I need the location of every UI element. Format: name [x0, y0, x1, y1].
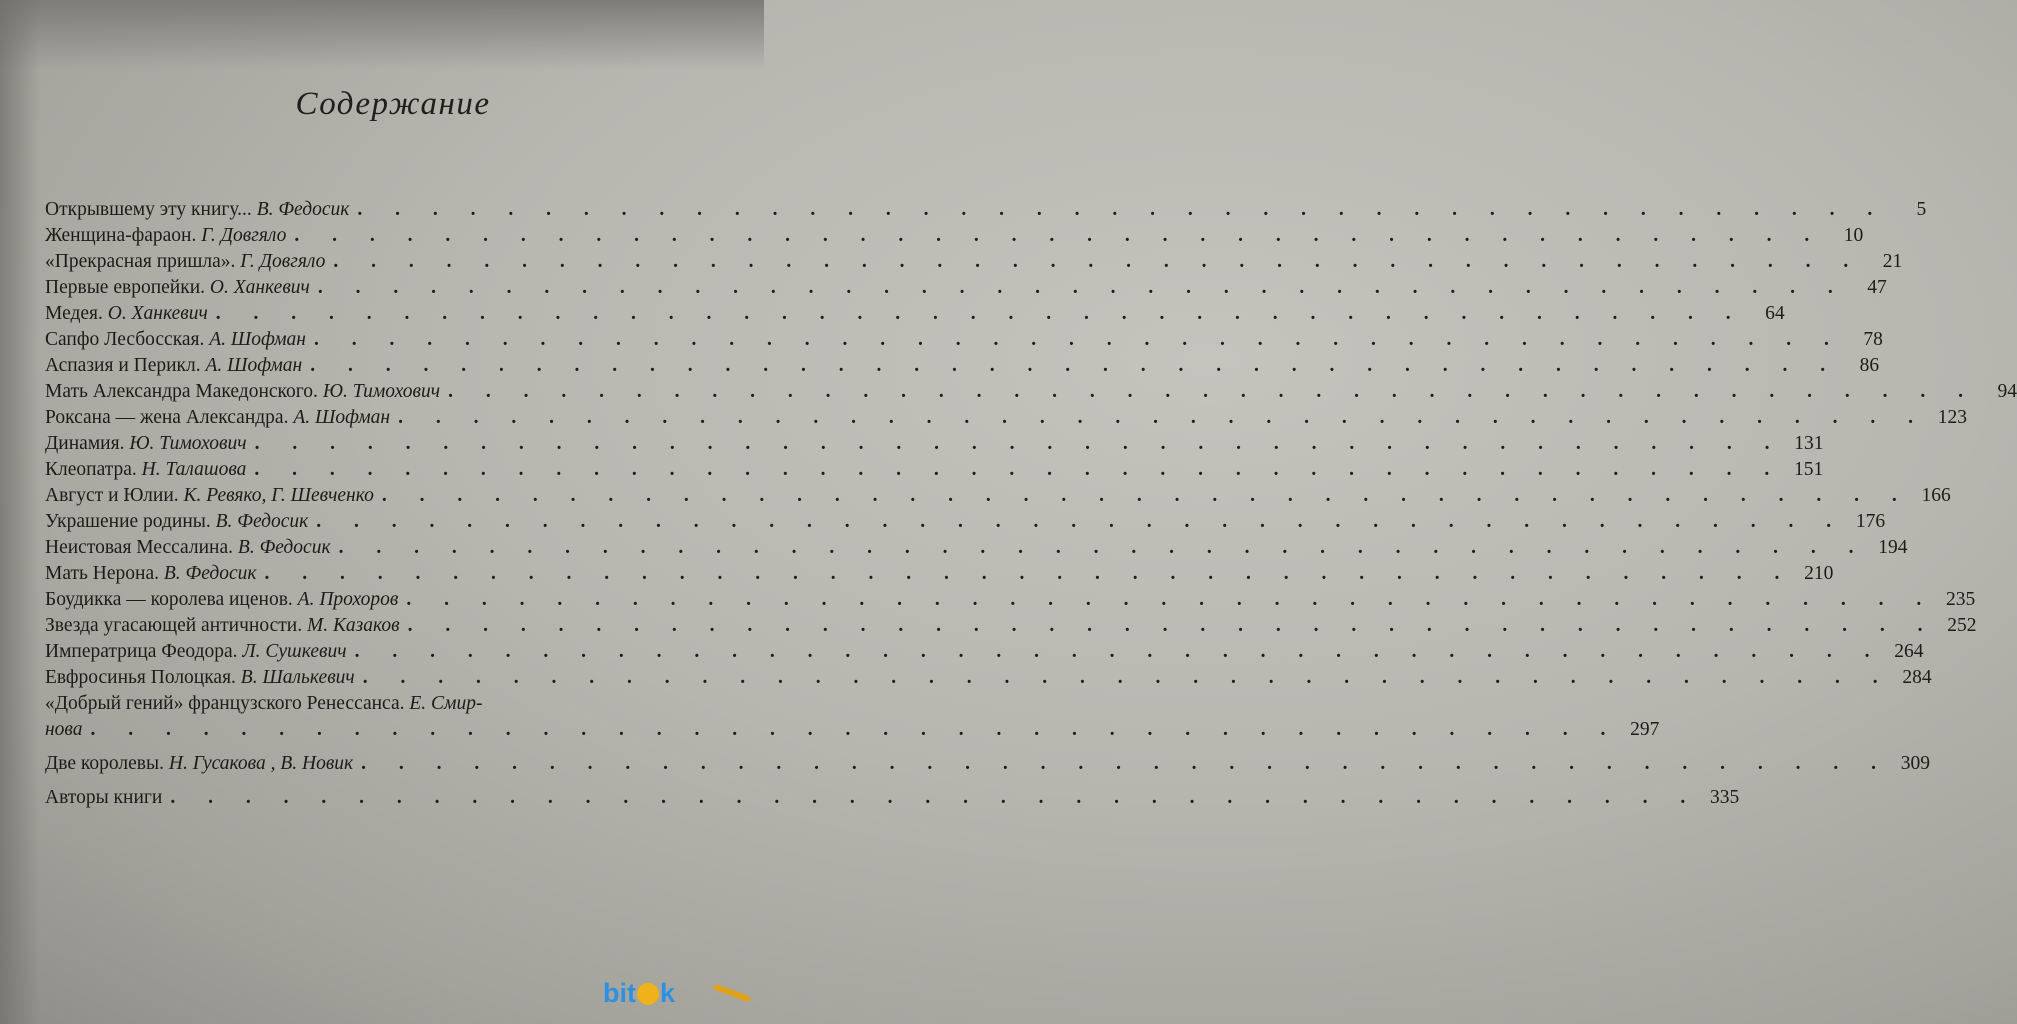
- toc-entry-author: А. Шофман: [209, 329, 306, 350]
- toc-entry-author: А. Шофман: [293, 407, 391, 428]
- dot-leader: . . . . . . . . . . . . . . . . . . . . . . . . . . . . . . . . . . . . . . . . .: [313, 329, 1843, 350]
- toc-entry-title: Медея.: [45, 303, 103, 324]
- toc-entry-title: Сапфо Лесбосская.: [45, 329, 205, 350]
- dot-leader: . . . . . . . . . . . . . . . . . . . . . . . . . . . . . . . . . . . . . . . . .: [407, 615, 1937, 636]
- toc-entry-page: 10: [1843, 225, 1864, 246]
- toc-entry-page: 64: [1765, 303, 1785, 324]
- page-title: Содержание: [295, 86, 491, 122]
- watermark-brand-tail: k: [660, 978, 676, 1008]
- toc-entry-title: Мать Александра Македонского.: [45, 381, 318, 402]
- toc-entry-text: [45, 639, 347, 665]
- toc-entry: [45, 301, 1785, 327]
- dot-leader: . . . . . . . . . . . . . . . . . . . . . . . . . . . . . . . . . . . . . . . . .: [354, 641, 1884, 662]
- table-of-contents: [45, 197, 2017, 811]
- toc-entry-page: 21: [1882, 251, 1903, 272]
- toc-entry-text: [45, 379, 440, 405]
- toc-entry-title: Авторы книги: [45, 787, 163, 808]
- toc-entry-text: [45, 587, 398, 613]
- dot-leader: . . . . . . . . . . . . . . . . . . . . . . . . . . . . . . . . . . . . . . . . .: [357, 199, 1887, 220]
- toc-entry: [45, 223, 1864, 249]
- dot-leader: . . . . . . . . . . . . . . . . . . . . . . . . . . . . . . . . . . . . . . . . .: [333, 251, 1863, 272]
- toc-entry: [45, 639, 1924, 665]
- toc-entry-page: 78: [1863, 329, 1883, 350]
- toc-entry-text: [45, 275, 310, 301]
- dot-leader: . . . . . . . . . . . . . . . . . . . . . . . . . . . . . . . . . . . . . . . . .: [90, 719, 1620, 740]
- toc-entry: [45, 535, 1908, 561]
- toc-entry-author: А. Шофман: [205, 355, 303, 376]
- toc-entry-author: В. Федосик: [237, 537, 331, 558]
- toc-entry-author: Ю. Тимохович: [322, 381, 441, 402]
- toc-entry-page: 176: [1855, 511, 1886, 532]
- toc-entry-line1: [45, 691, 747, 717]
- toc-entry: [45, 785, 1740, 811]
- toc-entry-author: В. Федосик: [256, 199, 350, 220]
- toc-entry-text: [45, 665, 355, 691]
- dot-leader: . . . . . . . . . . . . . . . . . . . . . . . . . . . . . . . . . . . . . . . . .: [294, 225, 1824, 246]
- toc-entry-title: Аспазия и Перикл.: [45, 355, 201, 376]
- toc-entry-author: Л. Сушкевич: [242, 641, 347, 662]
- dot-leader: . . . . . . . . . . . . . . . . . . . . . . . . . . . . . . . . . . . . . . . . .: [362, 667, 1892, 688]
- dot-leader: . . . . . . . . . . . . . . . . . . . . . . . . . . . . . . . . . . . . . . . . .: [338, 537, 1868, 558]
- toc-entry-text: [45, 483, 374, 509]
- toc-entry: [45, 561, 1834, 587]
- page-shadow-top: [0, 0, 764, 70]
- toc-entry-title: Неистовая Мессалина.: [45, 537, 234, 558]
- toc-entry-title: Роксана — жена Александра.: [45, 407, 289, 428]
- dot-leader: . . . . . . . . . . . . . . . . . . . . . . . . . . . . . . . . . . . . . . . . .: [170, 787, 1700, 808]
- dot-leader: . . . . . . . . . . . . . . . . . . . . . . . . . . . . . . . . . . . . . . . . .: [361, 753, 1891, 774]
- toc-entry-title: «Добрый гений» французского Ренессанса.: [45, 693, 405, 714]
- toc-entry-page: 264: [1894, 641, 1924, 662]
- watermark-brand: bit: [603, 978, 636, 1008]
- toc-entry-text: [45, 353, 302, 379]
- toc-entry-title: «Прекрасная пришла».: [45, 251, 236, 272]
- dot-leader: . . . . . . . . . . . . . . . . . . . . . . . . . . . . . . . . . . . . . . . . .: [381, 485, 1911, 506]
- toc-entry-title: Женщина-фараон.: [45, 225, 197, 246]
- toc-entry-author: К. Ревяко, Г. Шевченко: [183, 485, 374, 506]
- toc-entry-title: Императрица Феодора.: [45, 641, 238, 662]
- toc-entry: [45, 249, 1903, 275]
- toc-entry-author: Н. Талашова: [141, 459, 247, 480]
- toc-entry: [45, 483, 1951, 509]
- toc-entry-title: Звезда угасающей античности.: [45, 615, 303, 636]
- toc-entry-author: О. Ханкевич: [107, 303, 208, 324]
- coin-icon: [637, 983, 659, 1005]
- toc-entry-page: 235: [1946, 589, 1976, 610]
- dot-leader: . . . . . . . . . . . . . . . . . . . . . . . . . . . . . . . . . . . . . . . . .: [317, 277, 1847, 298]
- toc-entry-text: [45, 327, 306, 353]
- spacer: [45, 777, 747, 785]
- toc-entry-text: [45, 197, 349, 223]
- toc-entry-text: [45, 509, 308, 535]
- toc-entry-title: Боудикка — королева иценов.: [45, 589, 293, 610]
- toc-entry-line2: [45, 717, 1660, 743]
- toc-entry-author: В. Федосик: [215, 511, 309, 532]
- toc-entry: [45, 197, 1927, 223]
- toc-entry-page: 252: [1947, 615, 1977, 636]
- toc-entry: [45, 275, 1887, 301]
- toc-entry-author: Ю. Тимохович: [129, 433, 247, 454]
- toc-entry: [45, 665, 1932, 691]
- toc-entry-author: М. Казаков: [306, 615, 400, 636]
- toc-entry-author: Е. Смир-: [409, 693, 483, 714]
- toc-entry-text: [45, 751, 353, 777]
- toc-entry: [45, 751, 1931, 777]
- toc-entry-author: А. Прохоров: [297, 589, 399, 610]
- toc-entries: [45, 197, 2017, 691]
- toc-entry-text: [45, 301, 208, 327]
- toc-entry-title: Клеопатра.: [45, 459, 137, 480]
- toc-entry-page: 335: [1709, 787, 1740, 808]
- toc-entry-title: Август и Юлии.: [45, 485, 179, 506]
- toc-entry-author: О. Ханкевич: [209, 277, 310, 298]
- toc-entry-title: Открывшему эту книгу...: [45, 199, 252, 220]
- toc-entry: [45, 353, 1880, 379]
- toc-entry-page: 210: [1804, 563, 1834, 584]
- toc-entry-page: 284: [1902, 667, 1932, 688]
- toc-entry: [45, 405, 1967, 431]
- toc-entry-title: Две королевы.: [45, 753, 164, 774]
- toc-entry-title: Первые европейки.: [45, 277, 205, 298]
- toc-entry-text: [45, 223, 286, 249]
- dot-leader: . . . . . . . . . . . . . . . . . . . . . . . . . . . . . . . . . . . . . . . . .: [398, 407, 1927, 428]
- toc-entry-page: 151: [1794, 459, 1824, 480]
- toc-entry-author: Г. Довгяло: [240, 251, 326, 272]
- toc-entry-text: [45, 457, 246, 483]
- watermark-logo: [603, 978, 753, 1014]
- toc-entry-page: 86: [1859, 355, 1880, 376]
- toc-entry-text: [45, 561, 257, 587]
- toc-entry: [45, 327, 1883, 353]
- toc-entry: [45, 379, 2017, 405]
- toc-entry-author-cont: нова: [45, 719, 83, 740]
- dot-leader: . . . . . . . . . . . . . . . . . . . . . . . . . . . . . . . . . . . . . . . . .: [310, 355, 1840, 376]
- toc-entry-text: [45, 405, 390, 431]
- dot-leader: . . . . . . . . . . . . . . . . . . . . . . . . . . . . . . . . . . . . . . . . .: [264, 563, 1794, 584]
- toc-entry-page: 309: [1900, 753, 1931, 774]
- dot-leader: . . . . . . . . . . . . . . . . . . . . . . . . . . . . . . . . . . . . . . . . .: [316, 511, 1846, 532]
- toc-entry-page: 131: [1794, 433, 1824, 454]
- dot-leader: . . . . . . . . . . . . . . . . . . . . . . . . . . . . . . . . . . . . . . . . .: [254, 459, 1784, 480]
- toc-entry-text: [45, 613, 400, 639]
- toc-entry-author: Г. Довгяло: [201, 225, 287, 246]
- toc-entry-page: 297: [1630, 719, 1660, 740]
- toc-entry: [45, 691, 1660, 743]
- toc-entry-page: 47: [1867, 277, 1887, 298]
- toc-entry-title: Мать Нерона.: [45, 563, 159, 584]
- toc-entry-page: 5: [1916, 199, 1927, 220]
- dot-leader: . . . . . . . . . . . . . . . . . . . . . . . . . . . . . . . . . . . . . . . . .: [215, 303, 1745, 324]
- toc-entry-title: Евфросинья Полоцкая.: [45, 667, 236, 688]
- toc-entry: [45, 431, 1824, 457]
- spacer: [45, 743, 747, 751]
- toc-entry-page: 94: [1997, 381, 2017, 402]
- toc-entry-title: Динамия.: [45, 433, 125, 454]
- toc-entry-text: [45, 535, 331, 561]
- page-shadow-left: [0, 0, 40, 1024]
- toc-entry-title: Украшение родины.: [45, 511, 211, 532]
- toc-entry: [45, 509, 1886, 535]
- dot-leader: . . . . . . . . . . . . . . . . . . . . . . . . . . . . . . . . . . . . . . . . .: [406, 589, 1936, 610]
- dot-leader: . . . . . . . . . . . . . . . . . . . . . . . . . . . . . . . . . . . . . . . . .: [448, 381, 1977, 402]
- toc-entry-author: В. Шалькевич: [240, 667, 355, 688]
- toc-entry: [45, 587, 1976, 613]
- toc-entry-author: Н. Гусакова , В. Новик: [168, 753, 354, 774]
- toc-entry: [45, 457, 1824, 483]
- toc-entry-page: 123: [1937, 407, 1967, 428]
- hammer-icon: [713, 984, 751, 1003]
- dot-leader: . . . . . . . . . . . . . . . . . . . . . . . . . . . . . . . . . . . . . . . . .: [254, 433, 1784, 454]
- toc-entry-text: [45, 431, 247, 457]
- toc-entry-page: 194: [1878, 537, 1908, 558]
- toc-entry-page: 166: [1921, 485, 1951, 506]
- toc-entry-author: В. Федосик: [163, 563, 257, 584]
- toc-entry: [45, 613, 1977, 639]
- toc-entry-text: [45, 249, 325, 275]
